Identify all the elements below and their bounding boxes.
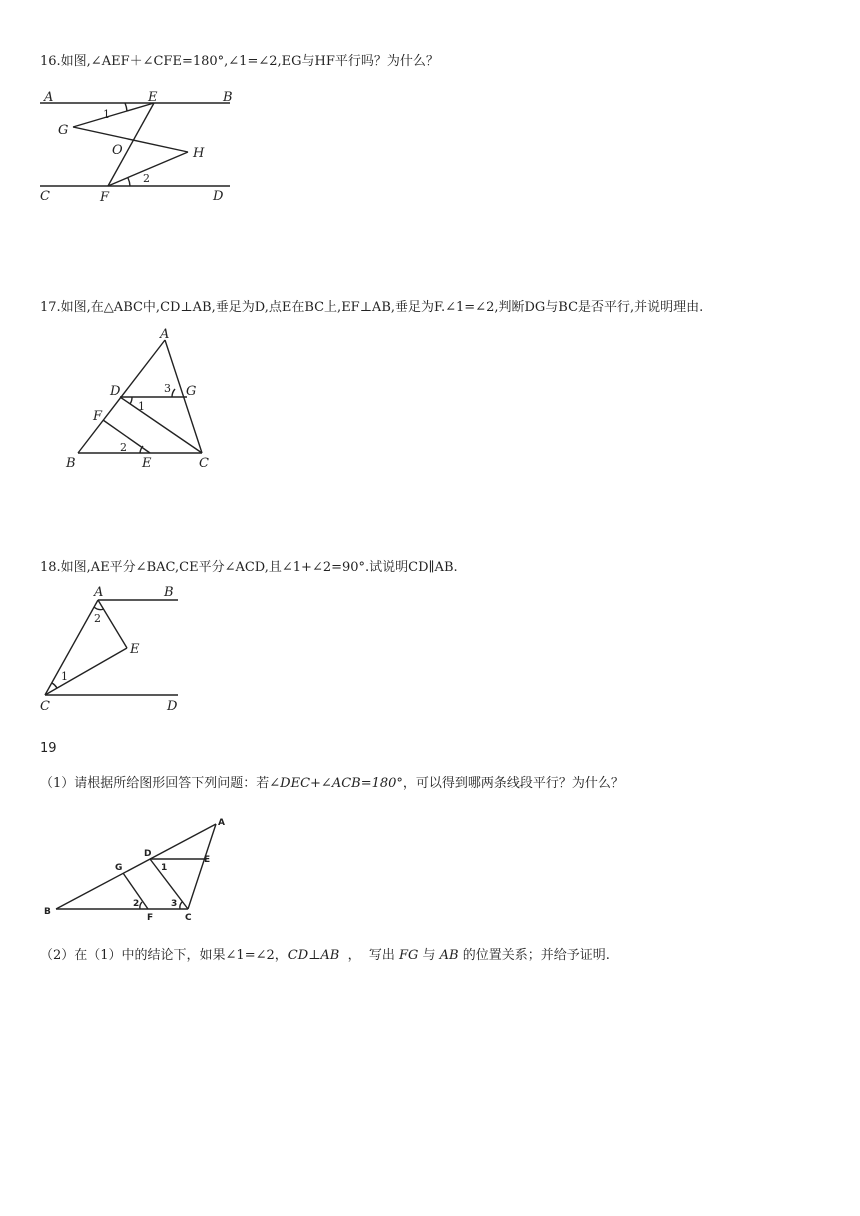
- label-H: H: [193, 146, 205, 161]
- figure-17: [60, 322, 220, 472]
- angle-label-1: 1: [138, 400, 145, 413]
- angle-label-3: 3: [171, 899, 178, 909]
- label-O: O: [112, 143, 123, 158]
- label-F: F: [147, 913, 154, 923]
- question-17-text: 17.如图,在△ABC中,CD⊥AB,垂足为D,点E在BC上,EF⊥AB,垂足为F.∠1=∠2,判断DG与BC是否平行,并说明理由.: [40, 300, 704, 315]
- label-A: A: [160, 327, 170, 342]
- label-A: A: [94, 585, 104, 600]
- label-B: B: [164, 585, 174, 600]
- label-E: E: [142, 456, 152, 471]
- angle-label-1: 1: [61, 670, 68, 683]
- label-D: D: [167, 699, 178, 714]
- label-A: A: [218, 818, 225, 828]
- label-D: D: [144, 849, 152, 859]
- label-C: C: [40, 189, 50, 204]
- label-E: E: [130, 642, 140, 657]
- label-G: G: [115, 863, 123, 873]
- label-B: B: [66, 456, 76, 471]
- label-C: C: [185, 913, 192, 923]
- angle-label-2: 2: [133, 899, 140, 909]
- label-G: G: [58, 123, 69, 138]
- label-F: F: [93, 409, 103, 424]
- label-B: B: [223, 90, 233, 105]
- label-G: G: [186, 384, 197, 399]
- label-E: E: [204, 855, 211, 865]
- label-A: A: [44, 90, 54, 105]
- label-E: E: [148, 90, 158, 105]
- angle-label-3: 3: [164, 382, 171, 395]
- label-C: C: [40, 699, 50, 714]
- figure-16: [30, 82, 260, 212]
- label-D: D: [110, 384, 121, 399]
- angle-label-2: 2: [143, 172, 150, 185]
- label-F: F: [100, 190, 110, 205]
- angle-label-1: 1: [103, 108, 110, 121]
- figure-19: [40, 812, 240, 922]
- angle-label-2: 2: [94, 612, 101, 625]
- label-D: D: [213, 189, 224, 204]
- label-C: C: [199, 456, 209, 471]
- angle-label-2: 2: [120, 441, 127, 454]
- figure-18: [30, 582, 190, 717]
- question-19-part-1: （1）请根据所给图形回答下列问题：若∠DEC+∠ACB=180°，可以得到哪两条线段平行？为什么？: [40, 776, 624, 791]
- angle-label-1: 1: [161, 863, 168, 873]
- question-16-text: 16.如图,∠AEF＋∠CFE=180°,∠1=∠2,EG与HF平行吗？为什么？: [40, 54, 439, 69]
- question-18-text: 18.如图,AE平分∠BAC,CE平分∠ACD,且∠1+∠2=90°.试说明CD∥AB.: [40, 560, 458, 575]
- question-19-number: 19: [40, 741, 57, 756]
- question-19-part-2: （2）在（1）中的结论下，如果∠1=∠2，CD⊥AB ， 写出 FG 与 AB 的位置关系；并给予证明.: [40, 948, 610, 963]
- label-B: B: [44, 907, 51, 917]
